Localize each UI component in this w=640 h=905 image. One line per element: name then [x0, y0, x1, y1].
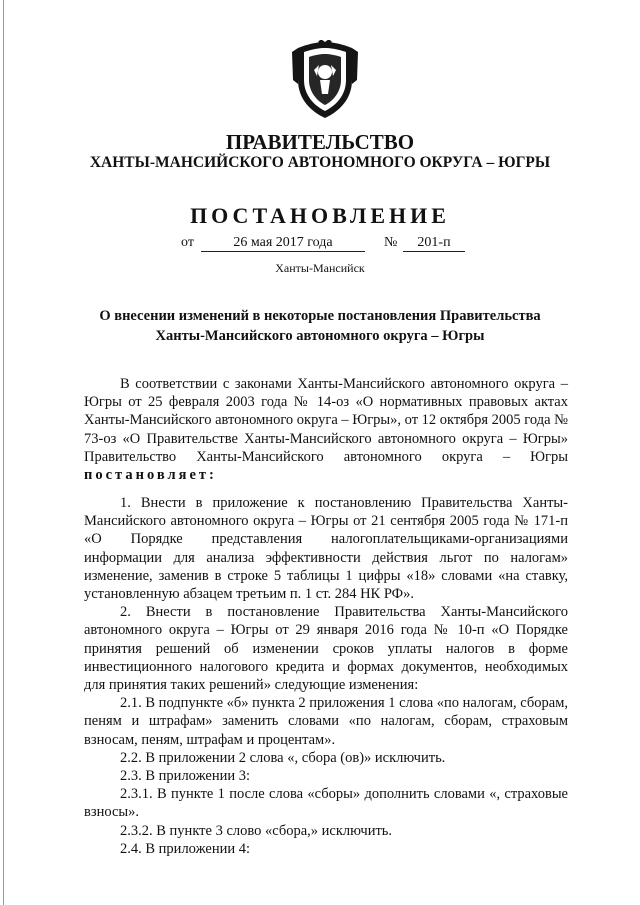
document-subject	[0, 306, 640, 346]
date-value: 26 мая 2017 года	[201, 235, 365, 252]
item-2-3-2: 2.3.2. В пункте 3 слово «сбора,» исключить.	[120, 822, 393, 839]
item-1: 1. Внести в приложение к постановлению Правительства Ханты-Мансийского автономного округа – Югры от 21 сентября 2005 года № 171-п «О Порядке представления налогоплательщиками-организациями информации для анализа эффективности действия льгот по налогам» изменение, заменив в строке 5 таблицы 1 цифры «18» словами «на ставку, установленную абзацем третьим п. 1 ст. 284 НК РФ».	[84, 495, 568, 603]
item-2-3-1: 2.3.1. В пункте 1 после слова «сборы» дополнить словами «, страховые взносы».	[84, 786, 568, 821]
date-prefix: от	[181, 235, 194, 250]
city-name: Ханты-Мансийск	[275, 261, 365, 275]
number-prefix: №	[384, 235, 398, 250]
number-value: 201-п	[403, 235, 465, 252]
preamble	[84, 375, 568, 484]
item-2-4: 2.4. В приложении 4:	[120, 840, 251, 857]
item-2-1: 2.1. В подпункте «б» пункта 2 приложения 1 слова «по налогам, сборам, пеням и штрафам» заменить словами «по налогам, сборам, страховым взносам, пеням, штрафам и процентам».	[84, 695, 568, 748]
item-2-3: 2.3. В приложении 3:	[120, 768, 251, 785]
preamble-text: В соответствии с законами Ханты-Мансийского автономного округа – Югры от 25 февраля 2003 года № 14-оз «О нормативных правовых актах Ханты-Мансийского автономного округа – Югры», от 12 октября 2005 года № 73-оз «О Правительстве Ханты-Мансийского автономного округа – Югры» Правительство Ханты-Мансийского автономного округа – Югры	[84, 376, 568, 465]
document-type: ПОСТАНОВЛЕНИЕ	[190, 203, 450, 228]
item-2-2: 2.2. В приложении 2 слова «, сбора (ов)» исключить.	[120, 749, 446, 766]
government-title: ПРАВИТЕЛЬСТВО	[225, 130, 415, 154]
decree-items	[84, 494, 568, 858]
decree-word: постановляет:	[84, 467, 217, 484]
subject-line-1: О внесении изменений в некоторые постановления Правительства	[99, 308, 541, 324]
subject-line-2: Ханты-Мансийского автономного округа – Югры	[155, 328, 485, 344]
government-region: ХАНТЫ-МАНСИЙСКОГО АВТОНОМНОГО ОКРУГА – ЮГРЫ	[89, 154, 551, 171]
item-2: 2. Внести в постановление Правительства Ханты-Мансийского автономного округа – Югры от 29 января 2016 года № 10-п «О Порядке принятия решений об изменении сроков уплаты налогов в форме инвестиционного налогового кредита и формах документов, необходимых для принятия таких решений» следующие изменения:	[84, 604, 568, 694]
preamble-paragraph	[84, 375, 568, 484]
coat-of-arms-icon	[290, 40, 360, 120]
